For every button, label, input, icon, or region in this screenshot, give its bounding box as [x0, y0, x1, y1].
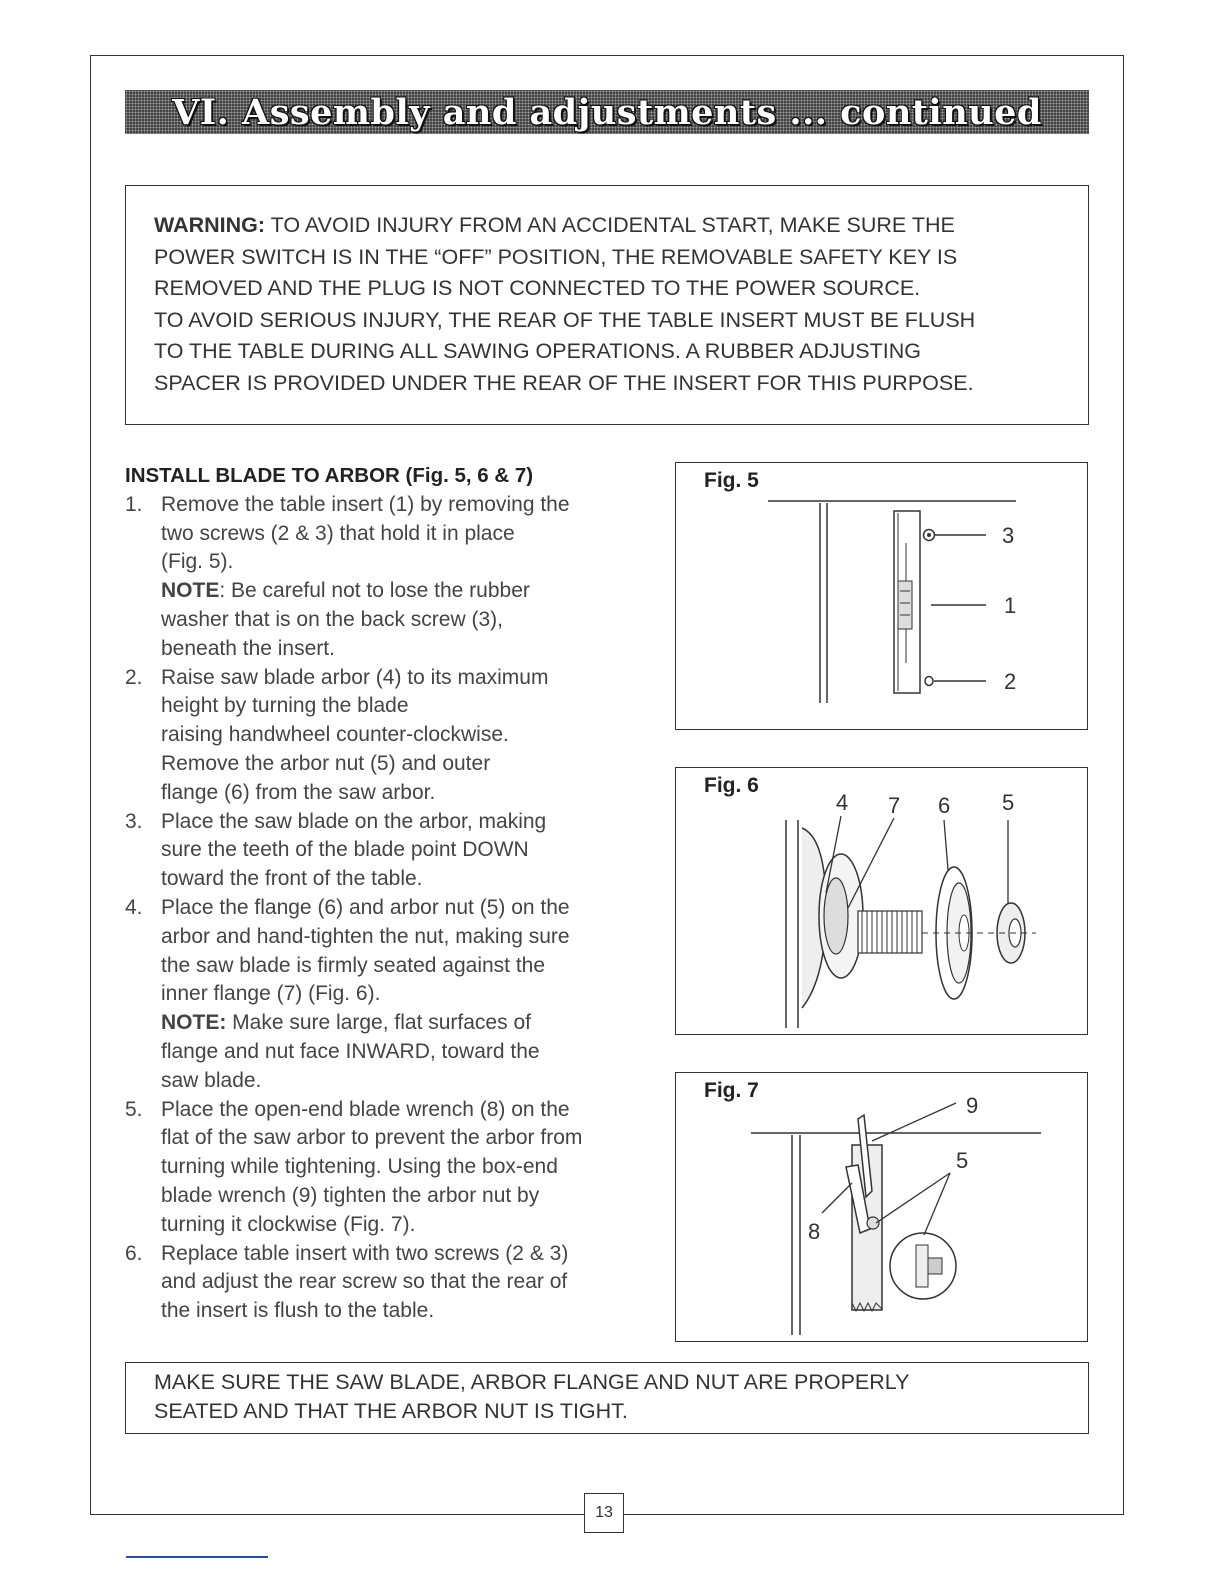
step-note: NOTE: Be careful not to lose the rubber — [161, 579, 530, 603]
figure-7-illustration — [676, 1073, 1089, 1343]
step-4: 4. Place the flange (6) and arbor nut (5) on the arbor and hand-tighten the nut, making sure the saw blade is firmly seated against the inner flange (7) (Fig. 6). NOTE: Make sure large, flat surfaces of flange and nut face INWARD, toward the saw blade. — [125, 894, 655, 1096]
step-5: 5. Place the open-end blade wrench (8) on the flat of the saw arbor to prevent the arbor from turning while tightening. Using the box-end blade wrench (9) tighten the arbor nut by turning it clockwise (Fig. 7). — [125, 1097, 583, 1236]
fig7-callout-9: 9 — [966, 1093, 979, 1118]
step-3: 3. Place the saw blade on the arbor, making sure the teeth of the blade point DOWN toward the front of the table. — [125, 809, 547, 891]
steps-list — [125, 491, 655, 1326]
step-6: 6. Replace table insert with two screws (2 & 3) and adjust the rear screw so that the rear of the insert is flush to the table. — [125, 1241, 569, 1323]
figure-5-illustration — [676, 463, 1089, 731]
fig6-callout-6: 6 — [938, 793, 951, 818]
fig7-callout-5: 5 — [956, 1148, 969, 1173]
fig5-callout-3: 3 — [1002, 523, 1015, 548]
section-title: VI. Assembly and adjustments ... continued — [172, 91, 1042, 133]
warning-line: REMOVED AND THE PLUG IS NOT CONNECTED TO THE POWER SOURCE. — [154, 276, 921, 300]
notice-line: MAKE SURE THE SAW BLADE, ARBOR FLANGE AND NUT ARE PROPERLY — [154, 1370, 910, 1394]
warning-line: POWER SWITCH IS IN THE “OFF” POSITION, THE REMOVABLE SAFETY KEY IS — [154, 244, 958, 269]
fig5-callout-2: 2 — [1004, 669, 1017, 694]
figure-6-label: Fig. 6 — [704, 774, 759, 797]
warning-line: SPACER IS PROVIDED UNDER THE REAR OF THE INSERT FOR THIS PURPOSE. — [154, 370, 974, 395]
step-note: NOTE: Make sure large, flat surfaces of — [161, 1011, 531, 1035]
fig6-callout-4: 4 — [836, 790, 849, 815]
warning-box — [125, 185, 1089, 425]
step-2: 2. Raise saw blade arbor (4) to its maximum height by turning the blade raising handwheel counter-clockwise. Remove the arbor nut (5) and outer flange (6) from the saw arbor. — [125, 665, 549, 804]
figure-5-label: Fig. 5 — [704, 469, 759, 492]
warning-label: WARNING: — [154, 213, 266, 237]
figure-5 — [675, 462, 1088, 730]
figure-6-illustration — [676, 768, 1089, 1036]
warning-line: TO AVOID SERIOUS INJURY, THE REAR OF THE TABLE INSERT MUST BE FLUSH — [154, 307, 976, 332]
fig6-callout-7: 7 — [888, 793, 901, 818]
fig7-callout-8: 8 — [808, 1219, 821, 1244]
warning-line: TO THE TABLE DURING ALL SAWING OPERATIONS. A RUBBER ADJUSTING — [154, 339, 922, 363]
step-1: 1. Remove the table insert (1) by removing the two screws (2 & 3) that hold it in place (Fig. 5). NOTE: Be careful not to lose the rubber washer that is on the back screw (3), beneath the insert. — [125, 491, 655, 664]
footer-accent-line — [126, 1556, 268, 1558]
fig5-callout-1: 1 — [1004, 593, 1017, 618]
instructions-title: INSTALL BLADE TO ARBOR (Fig. 5, 6 & 7) — [125, 464, 534, 487]
notice-line: SEATED AND THAT THE ARBOR NUT IS TIGHT. — [154, 1399, 628, 1423]
figure-7-label: Fig. 7 — [704, 1079, 759, 1102]
fig6-callout-5: 5 — [1002, 790, 1015, 815]
figure-7 — [675, 1072, 1088, 1342]
section-banner — [125, 90, 1089, 134]
warning-line: WARNING: TO AVOID INJURY FROM AN ACCIDENTAL START, MAKE SURE THE — [154, 213, 955, 237]
figure-6 — [675, 767, 1088, 1035]
instructions — [125, 462, 655, 1326]
notice-box — [125, 1362, 1089, 1434]
page-number: 13 — [584, 1493, 624, 1533]
